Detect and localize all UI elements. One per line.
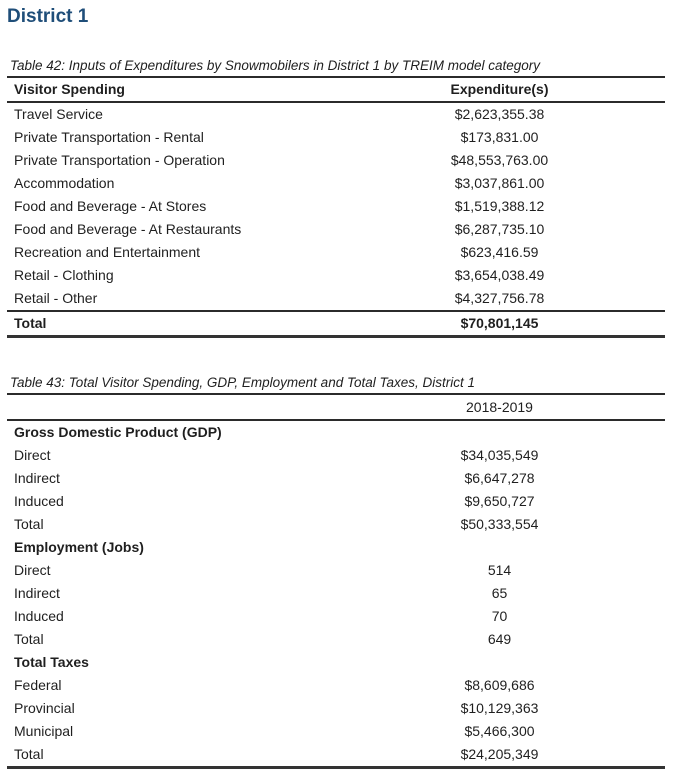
category-cell: Retail - Clothing	[14, 267, 114, 283]
table42-header-expenditures: Expenditure(s)	[450, 81, 549, 97]
section-header-row	[7, 651, 665, 674]
value-cell: $6,647,278	[464, 470, 535, 486]
table42-total-row	[7, 311, 665, 337]
category-cell: Direct	[14, 447, 51, 463]
table42	[7, 76, 665, 338]
table-row	[7, 218, 665, 241]
table43-caption: Table 43: Total Visitor Spending, GDP, Employment and Total Taxes, District 1	[10, 375, 476, 390]
value-cell: $50,333,554	[460, 516, 539, 532]
table-row	[7, 743, 665, 768]
category-cell: Federal	[14, 677, 62, 693]
table-row	[7, 605, 665, 628]
table-row	[7, 628, 665, 651]
category-cell: Induced	[14, 608, 64, 624]
table-row	[7, 559, 665, 582]
value-cell: $5,466,300	[464, 723, 535, 739]
table42-total-label: Total	[14, 315, 47, 331]
table-row	[7, 720, 665, 743]
table-row	[7, 513, 665, 536]
value-cell: 65	[491, 585, 508, 601]
table-row	[7, 172, 665, 195]
table-row	[7, 287, 665, 311]
page-title: District 1	[7, 6, 89, 27]
section-header: Total Taxes	[14, 654, 89, 670]
category-cell: Retail - Other	[14, 290, 98, 306]
category-cell: Direct	[14, 562, 51, 578]
table-row	[7, 674, 665, 697]
value-cell: $3,037,861.00	[454, 175, 545, 191]
value-cell: 649	[487, 631, 512, 647]
table43	[7, 393, 665, 769]
table42-total-value: $70,801,145	[460, 315, 539, 331]
table-row	[7, 467, 665, 490]
value-cell: $4,327,756.78	[454, 290, 545, 306]
section-header-row	[7, 420, 665, 444]
table-row	[7, 149, 665, 172]
category-cell: Private Transportation - Operation	[14, 152, 225, 168]
category-cell: Municipal	[14, 723, 74, 739]
category-cell: Provincial	[14, 700, 75, 716]
category-cell: Recreation and Entertainment	[14, 244, 200, 260]
value-cell: $3,654,038.49	[454, 267, 545, 283]
table-row	[7, 582, 665, 605]
value-cell: $1,519,388.12	[454, 198, 545, 214]
value-cell: 70	[491, 608, 508, 624]
table-row	[7, 241, 665, 264]
category-cell: Total	[14, 516, 44, 532]
table43-header-empty	[7, 394, 336, 420]
value-cell: $623,416.59	[460, 244, 539, 260]
table42-caption: Table 42: Inputs of Expenditures by Snowmobilers in District 1 by TREIM model category	[10, 58, 540, 73]
category-cell: Total	[14, 746, 44, 762]
value-cell: 514	[487, 562, 512, 578]
table-row	[7, 102, 665, 126]
table43-header-year: 2018-2019	[466, 398, 533, 415]
value-cell: $9,650,727	[464, 493, 535, 509]
category-cell: Indirect	[14, 585, 60, 601]
category-cell: Food and Beverage - At Restaurants	[14, 221, 242, 237]
value-cell: $6,287,735.10	[454, 221, 545, 237]
category-cell: Total	[14, 631, 44, 647]
table-row	[7, 126, 665, 149]
category-cell: Indirect	[14, 470, 60, 486]
value-cell: $48,553,763.00	[450, 152, 549, 168]
table-row	[7, 490, 665, 513]
category-cell: Private Transportation - Rental	[14, 129, 204, 145]
value-cell: $24,205,349	[460, 746, 539, 762]
table-row	[7, 195, 665, 218]
section-header: Gross Domestic Product (GDP)	[14, 424, 222, 440]
category-cell: Induced	[14, 493, 64, 509]
table-row	[7, 444, 665, 467]
category-cell: Travel Service	[14, 106, 103, 122]
category-cell: Accommodation	[14, 175, 115, 191]
value-cell: $2,623,355.38	[454, 106, 545, 122]
category-cell: Food and Beverage - At Stores	[14, 198, 207, 214]
table-row	[7, 697, 665, 720]
section-header: Employment (Jobs)	[14, 539, 144, 555]
table42-header-visitor-spending: Visitor Spending	[14, 81, 125, 97]
value-cell: $34,035,549	[460, 447, 539, 463]
value-cell: $173,831.00	[460, 129, 539, 145]
table43-header-row	[7, 394, 665, 420]
value-cell: $8,609,686	[464, 677, 535, 693]
section-header-row	[7, 536, 665, 559]
table-row	[7, 264, 665, 287]
value-cell: $10,129,363	[460, 700, 539, 716]
table42-header-row	[7, 77, 665, 102]
